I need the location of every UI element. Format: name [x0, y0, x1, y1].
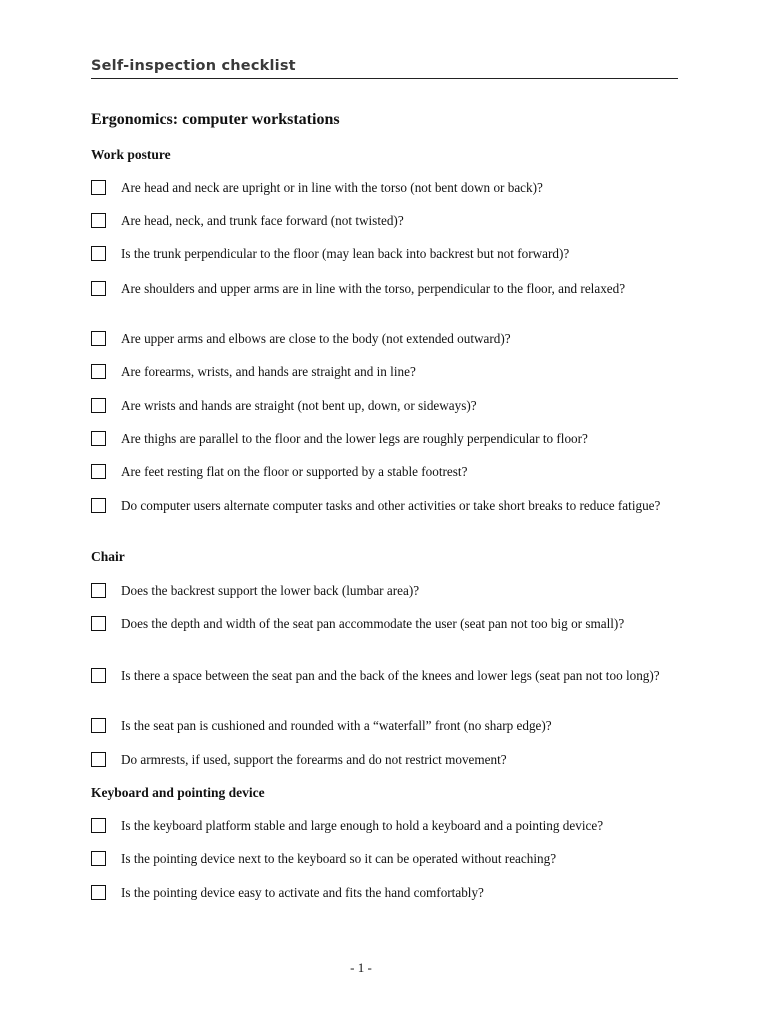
checkbox[interactable]: [91, 498, 106, 513]
checkbox[interactable]: [91, 246, 106, 261]
section-title-chair: Chair: [91, 549, 125, 564]
section-title-work-posture: Work posture: [91, 147, 171, 162]
checklist-item-text: Are feet resting flat on the floor or supported by a stable footrest?: [121, 464, 468, 479]
checklist-item-text: Do computer users alternate computer tasks and other activities or take short breaks to reduce fatigue?: [121, 498, 661, 513]
checklist-item-text: Is the pointing device easy to activate and fits the hand comfortably?: [121, 885, 484, 900]
checkbox[interactable]: [91, 583, 106, 598]
checklist-item-text: Is there a space between the seat pan and the back of the knees and lower legs (seat pan not too long)?: [121, 668, 660, 683]
checklist-item-text: Are forearms, wrists, and hands are straight and in line?: [121, 364, 416, 379]
checklist-item-text: Does the backrest support the lower back (lumbar area)?: [121, 583, 420, 598]
checklist-item-text: Is the trunk perpendicular to the floor (may lean back into backrest but not forward)?: [121, 246, 570, 261]
checklist-item-text: Are thighs are parallel to the floor and the lower legs are roughly perpendicular to floor?: [121, 431, 588, 446]
page-header: Self-inspection checklist: [91, 56, 678, 79]
checklist-item-text: Does the depth and width of the seat pan accommodate the user (seat pan not too big or small)?: [121, 616, 625, 631]
checkbox[interactable]: [91, 364, 106, 379]
checkbox[interactable]: [91, 180, 106, 195]
checkbox[interactable]: [91, 331, 106, 346]
checkbox[interactable]: [91, 752, 106, 767]
checklist-item-text: Are head, neck, and trunk face forward (not twisted)?: [121, 213, 404, 228]
checkbox[interactable]: [91, 668, 106, 683]
checklist-item-text: Are shoulders and upper arms are in line with the torso, perpendicular to the floor, and relaxed?: [121, 281, 626, 296]
checkbox[interactable]: [91, 431, 106, 446]
checklist-item-text: Is the seat pan is cushioned and rounded with a “waterfall” front (no sharp edge)?: [121, 718, 552, 733]
checklist-item-text: Is the pointing device next to the keyboard so it can be operated without reaching?: [121, 851, 557, 866]
document-title: Ergonomics: computer workstations: [91, 111, 340, 128]
checkbox[interactable]: [91, 464, 106, 479]
checkbox[interactable]: [91, 616, 106, 631]
checkbox[interactable]: [91, 213, 106, 228]
checkbox[interactable]: [91, 398, 106, 413]
checkbox[interactable]: [91, 718, 106, 733]
checklist-item-text: Do armrests, if used, support the forearms and do not restrict movement?: [121, 752, 507, 767]
checklist-item-text: Are upper arms and elbows are close to the body (not extended outward)?: [121, 331, 511, 346]
checklist-item-text: Are head and neck are upright or in line with the torso (not bent down or back)?: [121, 180, 543, 195]
checkbox[interactable]: [91, 281, 106, 296]
checklist-item-text: Is the keyboard platform stable and large enough to hold a keyboard and a pointing device?: [121, 818, 604, 833]
checkbox[interactable]: [91, 818, 106, 833]
checklist-item-text: Are wrists and hands are straight (not bent up, down, or sideways)?: [121, 398, 477, 413]
section-title-keyboard-pointing-device: Keyboard and pointing device: [91, 785, 265, 800]
checkbox[interactable]: [91, 851, 106, 866]
page-number: - 1 -: [350, 960, 372, 975]
checkbox[interactable]: [91, 885, 106, 900]
